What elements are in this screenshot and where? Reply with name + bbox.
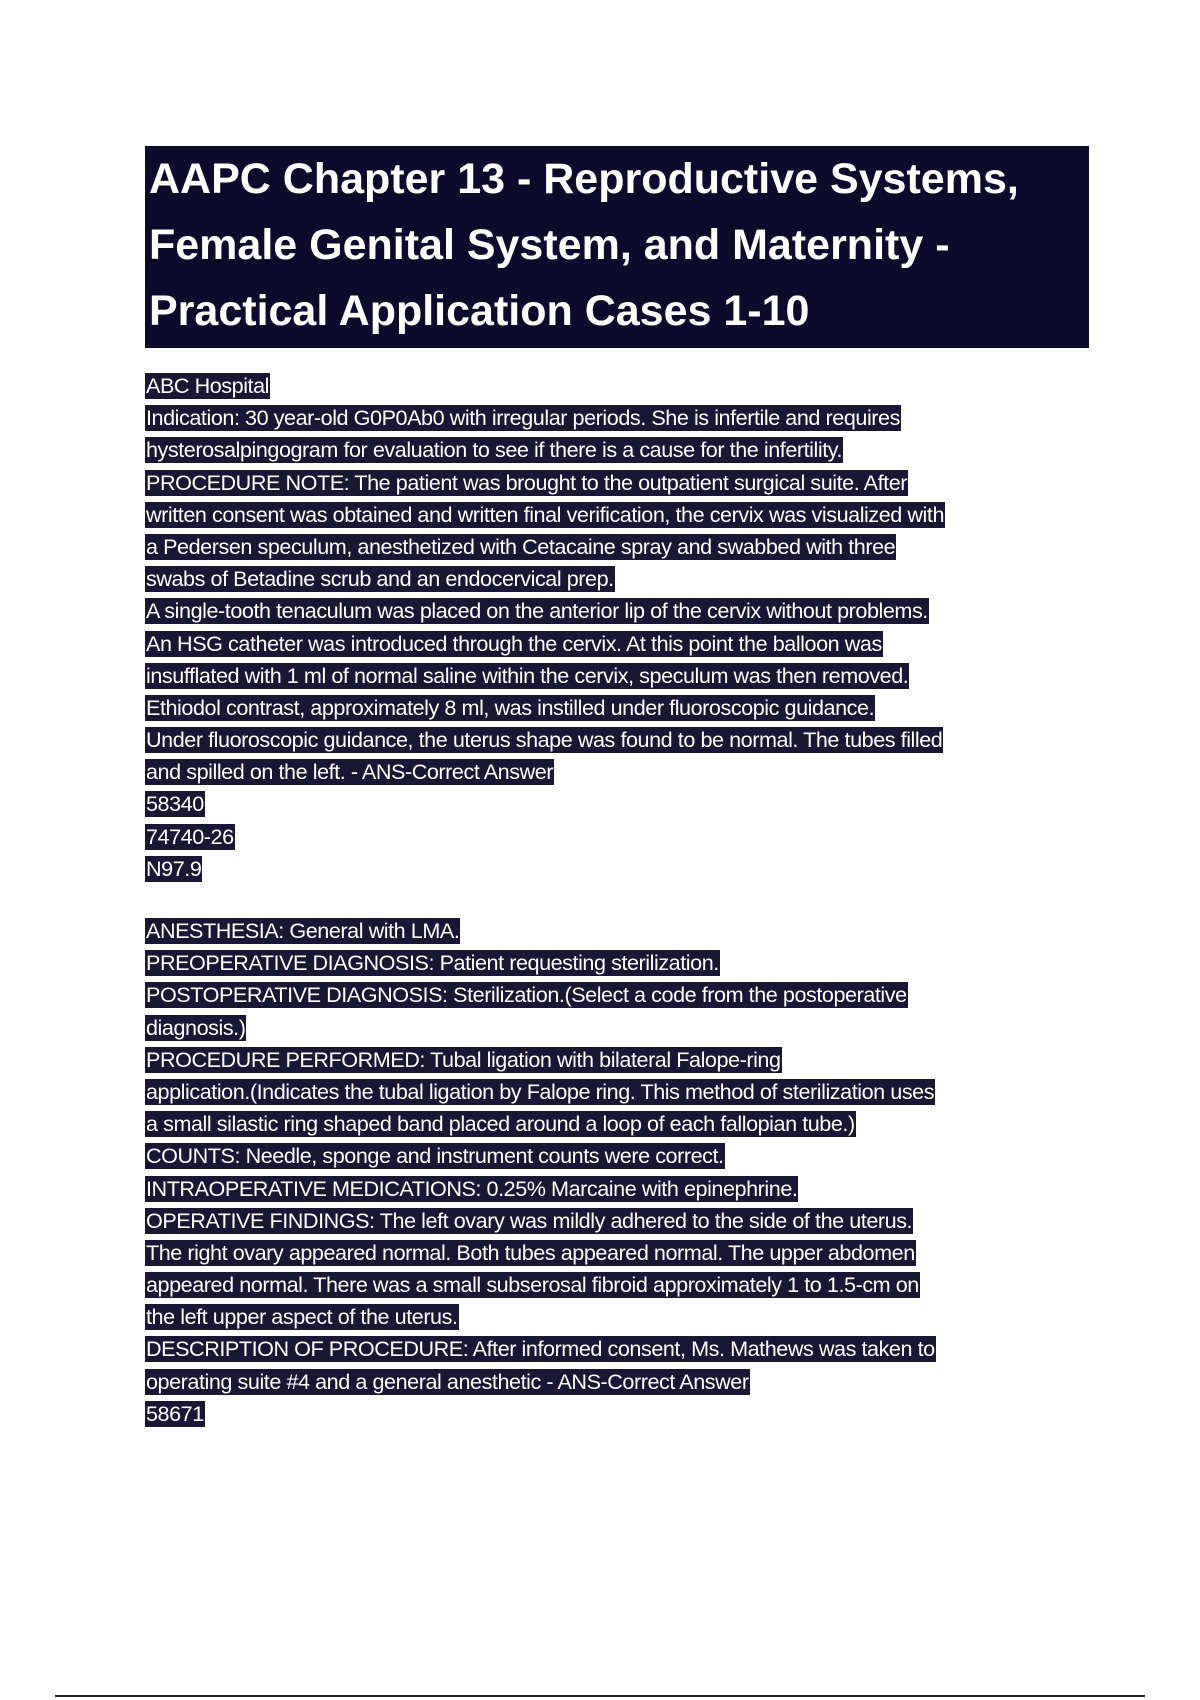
case2-line: the left upper aspect of the uterus. <box>146 1304 458 1330</box>
paragraph-gap <box>145 888 1085 918</box>
case2-line: application.(Indicates the tubal ligation by Falope ring. This method of sterilization uses <box>146 1078 935 1104</box>
case2-line: ANESTHESIA: General with LMA. <box>146 918 460 943</box>
case1-line: written consent was obtained and written final verification, the cervix was visualized with <box>146 501 945 527</box>
case1-line: hysterosalpingogram for evaluation to see if there is a cause for the infertility. <box>146 437 843 463</box>
case1-line: Indication: 30 year-old G0P0Ab0 with irregular periods. She is infertile and requires <box>146 405 900 431</box>
case2-line: a small silastic ring shaped band placed around a loop of each fallopian tube.) <box>146 1111 855 1137</box>
case1-line: Under fluoroscopic guidance, the uterus shape was found to be normal. The tubes filled <box>146 727 943 753</box>
case2-line: POSTOPERATIVE DIAGNOSIS: Sterilization.(Select a code from the postoperative <box>146 982 907 1008</box>
case1-answer-code: 58340 <box>146 791 204 817</box>
document-body <box>145 373 1085 1433</box>
case2-line: PREOPERATIVE DIAGNOSIS: Patient requesting sterilization. <box>146 950 719 976</box>
case1-line: A single-tooth tenaculum was placed on the anterior lip of the cervix without problems. <box>146 598 928 624</box>
document-title <box>145 146 1089 348</box>
case1-answer-code: N97.9 <box>146 855 202 881</box>
case1-line: a Pedersen speculum, anesthetized with Cetacaine spray and swabbed with three <box>146 533 896 559</box>
title-line: Female Genital System, and Maternity - <box>149 221 950 269</box>
case2-line: COUNTS: Needle, sponge and instrument counts were correct. <box>146 1143 724 1169</box>
case1-line: An HSG catheter was introduced through the cervix. At this point the balloon was <box>146 630 882 656</box>
case1-line: PROCEDURE NOTE: The patient was brought to the outpatient surgical suite. After <box>146 469 908 495</box>
case2-line: appeared normal. There was a small subserosal fibroid approximately 1 to 1.5-cm on <box>146 1272 919 1298</box>
case1-line: Ethiodol contrast, approximately 8 ml, was instilled under fluoroscopic guidance. <box>146 694 875 720</box>
case2-answer-label: operating suite #4 and a general anesthetic - ANS-Correct Answer <box>146 1368 749 1394</box>
page-bottom-rule <box>55 1695 1145 1697</box>
case2-line: OPERATIVE FINDINGS: The left ovary was mildly adhered to the side of the uterus. <box>146 1207 913 1233</box>
title-line: Practical Application Cases 1-10 <box>149 287 810 335</box>
case2-answer-code: 58671 <box>146 1400 204 1426</box>
case1-answer-code: 74740-26 <box>146 823 234 849</box>
case2-line: The right ovary appeared normal. Both tubes appeared normal. The upper abdomen <box>146 1239 915 1265</box>
case2-line: DESCRIPTION OF PROCEDURE: After informed consent, Ms. Mathews was taken to <box>146 1336 935 1362</box>
case1-line: insufflated with 1 ml of normal saline within the cervix, speculum was then removed. <box>146 662 909 688</box>
case1-line: swabs of Betadine scrub and an endocervical prep. <box>146 566 614 592</box>
title-line: AAPC Chapter 13 - Reproductive Systems, <box>149 155 1019 203</box>
case1-answer-label: and spilled on the left. - ANS-Correct Answer <box>146 759 554 785</box>
case2-line: PROCEDURE PERFORMED: Tubal ligation with bilateral Falope-ring <box>146 1046 781 1072</box>
case2-line: diagnosis.) <box>146 1014 246 1040</box>
case2-line: INTRAOPERATIVE MEDICATIONS: 0.25% Marcaine with epinephrine. <box>146 1175 798 1201</box>
case1-line: ABC Hospital <box>146 373 270 398</box>
